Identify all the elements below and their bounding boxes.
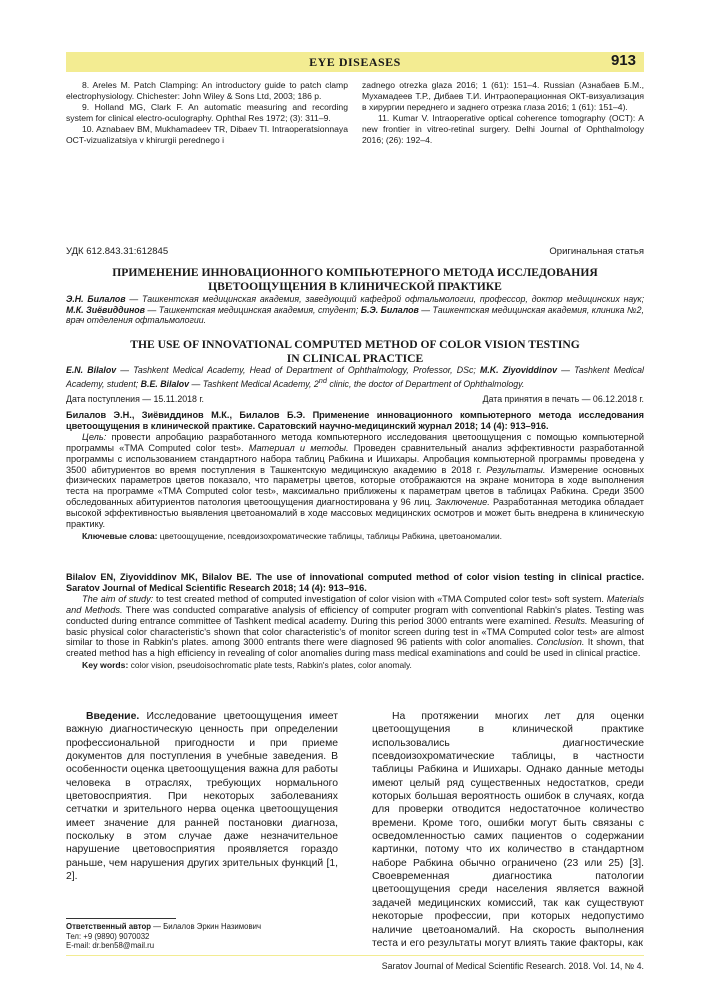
methods-text: Проведен сравнительный анализ эффективности разработанной программы с использованием стандартного набора таблиц Рабкина и Ишихары. Апробация компьютерной программы проведена у 3500 абитуриентов во время поступления в Ташкентскую медицинскую академию в 2018 г. (66, 442, 644, 475)
keywords (66, 660, 644, 671)
aim-text: to test created method of computed investigation of color vision with «TMA Computed color test» soft system. (153, 593, 607, 604)
title-line: IN CLINICAL PRACTICE (286, 352, 424, 365)
reference-item: 8. Areles M. Patch Clamping: An introductory guide to patch clamp electrophysiology. Chichester: John Wiley & Sons Ltd, 2003; 186 p. (66, 80, 348, 101)
author-affiliation: — Tashkent Medical Academy, Head of Department of Ophthalmology, Professor, DSc; (116, 365, 481, 375)
body-left-column (66, 710, 338, 883)
date-received: Дата поступления — 15.11.2018 г. (66, 394, 204, 404)
ordinal-suffix: nd (318, 375, 327, 385)
author-affiliation: — Ташкентская медицинская академия, студент; (144, 304, 361, 315)
keywords-text: цветоощущение, псевдоизохроматические таблицы, таблицы Рабкина, цветоаномалии. (157, 530, 502, 541)
introduction-label: Введение. (86, 711, 140, 722)
conclusion-text: It shown, that created method has a high efficiency in revealing of color anomalies during mass medical examinations and could be used in clinical practice. (66, 637, 644, 659)
abstract-body (66, 432, 644, 530)
author-name: M.K. Ziyoviddinov (480, 365, 557, 375)
authors-english (66, 365, 644, 389)
author-affiliation: clinic, the doctor of Department of Ophthalmology. (326, 378, 525, 389)
abstract-english (66, 572, 644, 671)
methods-text: There was conducted comparative analysis of efficiency of computer program with conventional Rabkin's plates. Testing was conducted during entrance committee of Tashkent medical academy. During this period 3000 entrants were examined. (66, 604, 644, 626)
author-affiliation: — Tashkent Medical Academy, 2 (189, 378, 319, 389)
correspondence-label: Ответственный автор (66, 922, 152, 931)
author-affiliation: — Ташкентская медицинская академия, заведующий кафедрой офтальмологии, профессор, доктор медицинских наук; (125, 294, 645, 304)
author-name: B.E. Bilalov (140, 378, 190, 389)
conclusion-text: Разработанная методика обладает высокой эффективностью выявления цветоаномалий в ходе массовых медицинских осмотров и может быть внедрена в клиническую практику. (66, 497, 644, 530)
aim-label: Цель: (82, 431, 107, 442)
keywords-label: Ключевые слова: (82, 530, 158, 541)
keywords-text: color vision, pseudoisochromatic plate tests, Rabkin's plates, color anomaly. (128, 660, 412, 671)
author-name: Б.Э. Билалов (360, 304, 419, 315)
body-right-column (372, 710, 644, 950)
results-text: Измерение основных физических параметров цветов показало, что параметры цветов, которые отображаются на экране монитора в ходе выполнения теста на программе «TMA Computed color test», максимально приближены к параметрам цветов в таблицах Рабкина. Среди 3500 обследованных абитуриентов патология цветоощущения диагностирована у 96 лиц. (66, 464, 645, 508)
body-paragraph: На протяжении многих лет для оценки цветоощущения в клинической практике использовались диагностические псевдоизохроматические таблицы, в частности таблицы Рабкина и Ишихары. Однако данные методы имеют целый ряд существенных недостатков, среди которых большая вероятность ошибок в случаях, когда для проверки отводится недостаточное количество времени. Кроме того, ошибки могут быть связаны с осведомленностью самих пациентов о содержании картинки, потому что их количество в стандартном наборе Рабкина обычно ограничено (23 или 25) [3]. Своевременная диагностика патологии цветоощущения среди населения является важной задачей медицинских комиссий, так как существуют некоторые профессии, при которых недопустимо наличие цветоаномалий. На скорость выполнения теста и его результаты могут влиять такие факторы, как (372, 711, 644, 949)
abstract-russian (66, 410, 644, 542)
title-line: THE USE OF INNOVATIONAL COMPUTED METHOD OF COLOR VISION TESTING (130, 338, 580, 351)
citation: Bilalov EN, Ziyoviddinov MK, Bilalov BE. The use of innovational computed method of color vision testing in clinical practice. Saratov Journal of Medical Scientific Research 2018; 14 (4): 913–916. (66, 572, 644, 593)
running-header (66, 52, 644, 72)
results-label: Results. (554, 615, 588, 626)
methods-label: Materials and Methods. (66, 593, 645, 615)
title-line: ЦВЕТООЩУЩЕНИЯ В КЛИНИЧЕСКОЙ ПРАКТИКЕ (208, 280, 502, 293)
reference-item: 11. Kumar V. Intraoperative optical coherence tomography (OCT): A new frontier in vitreo-retinal surgery. Delhi Journal of Ophthalmology 2016; (26): 192–4. (362, 113, 644, 145)
abstract-body (66, 594, 644, 659)
section-title: EYE DISEASES (309, 55, 401, 69)
methods-label: Материал и методы. (248, 442, 349, 453)
authors-russian (66, 294, 644, 326)
references-right-column (362, 80, 644, 146)
reference-item: 10. Aznabaev BM, Mukhamadeev TR, Dibaev TI. Intraoperatsionnaya OCT-vizualizatsiya v khirurgii perednego i (66, 124, 348, 145)
author-name: М.К. Зиёвиддинов (66, 304, 145, 315)
citation: Билалов Э.Н., Зиёвиддинов М.К., Билалов Б.Э. Применение инновационного компьютерного метода исследования цветоощущения в клинической практике. Саратовский научно-медицинский журнал 2018; 14 (4): 913–916. (66, 410, 644, 431)
results-label: Результаты. (486, 464, 546, 475)
footnote-divider (66, 918, 176, 919)
article-type: Оригинальная статья (549, 246, 644, 257)
title-line: ПРИМЕНЕНИЕ ИННОВАЦИОННОГО КОМПЬЮТЕРНОГО МЕТОДА ИССЛЕДОВАНИЯ (112, 266, 598, 279)
correspondence-block (66, 922, 261, 951)
keywords (66, 531, 644, 542)
page-number: 913 (610, 52, 636, 69)
date-accepted: Дата принятия в печать — 06.12.2018 г. (482, 394, 644, 404)
keywords-label: Key words: (82, 660, 129, 671)
introduction-text: Исследование цветоощущения имеет важную диагностическую ценность при определении профессиональной пригодности и при приеме документов для поступления в учебные заведения. В особенности оценка цветоощущения важна для работы человека в отраслях, требующих нормального цветовосприятия. При некоторых заболеваниях сетчатки и зрительного нерва оценка цветоощущения имеет значение для ранней постановки диагноза, поскольку в этом случае даже незначительное нарушение цветовосприятия проявляется гораздо раньше, чем нарушения других зрительных функций [1, 2]. (66, 711, 338, 883)
introduction-paragraph (66, 710, 338, 883)
udc-code: УДК 612.843.31:612845 (66, 246, 169, 257)
author-name: E.N. Bilalov (66, 365, 117, 375)
correspondence-email: E-mail: dr.ben58@mail.ru (66, 941, 155, 951)
journal-footer: Saratov Journal of Medical Scientific Research. 2018. Vol. 14, № 4. (381, 961, 644, 971)
reference-item: 9. Holland MG, Clark F. An automatic measuring and recording system for clinical electro-oculography. Ophthal Res 1972; (3): 311–9. (66, 102, 348, 123)
title-russian (66, 266, 644, 294)
aim-text: провести апробацию разработанного метода компьютерного исследования цветоощущения с помощью компьютерной программы «TMA Computed color test». (66, 431, 644, 453)
author-affiliation: — Ташкентская медицинская академия, клиника №2, врач отделения офтальмологии. (66, 304, 644, 325)
correspondence-phone: Тел: +9 (9890) 9070032 (66, 931, 150, 941)
correspondence-name: — Билалов Эркин Назимович (151, 922, 262, 931)
conclusion-label: Conclusion. (536, 637, 585, 648)
conclusion-label: Заключение. (435, 497, 490, 508)
author-name: Э.Н. Билалов (66, 294, 126, 304)
results-text: Measuring of basic physical color characteristic's shown that color characteristic's of monitor screen during test in «TMA Computed color test» are almost similar to those in Rabkin's plates. among 3000 entrants there were diagnosed 96 patients with color anomalies. (66, 615, 644, 648)
title-english (66, 338, 644, 366)
reference-item-continued: zadnego otrezka glaza 2016; 1 (61): 151–4. Russian (Азнабаев Б.М., Мухамадеев Т.Р., Дибаев Т.И. Интраоперационная ОКТ-визуализация в хирургии переднего и заднего отрезка глаза 2016; 1 (61): 151–4). (362, 80, 644, 112)
references-left-column (66, 80, 348, 146)
footer-divider (66, 955, 644, 956)
aim-label: The aim of study: (82, 593, 154, 604)
author-affiliation: — Tashkent Medical Academy, student; (66, 365, 644, 389)
